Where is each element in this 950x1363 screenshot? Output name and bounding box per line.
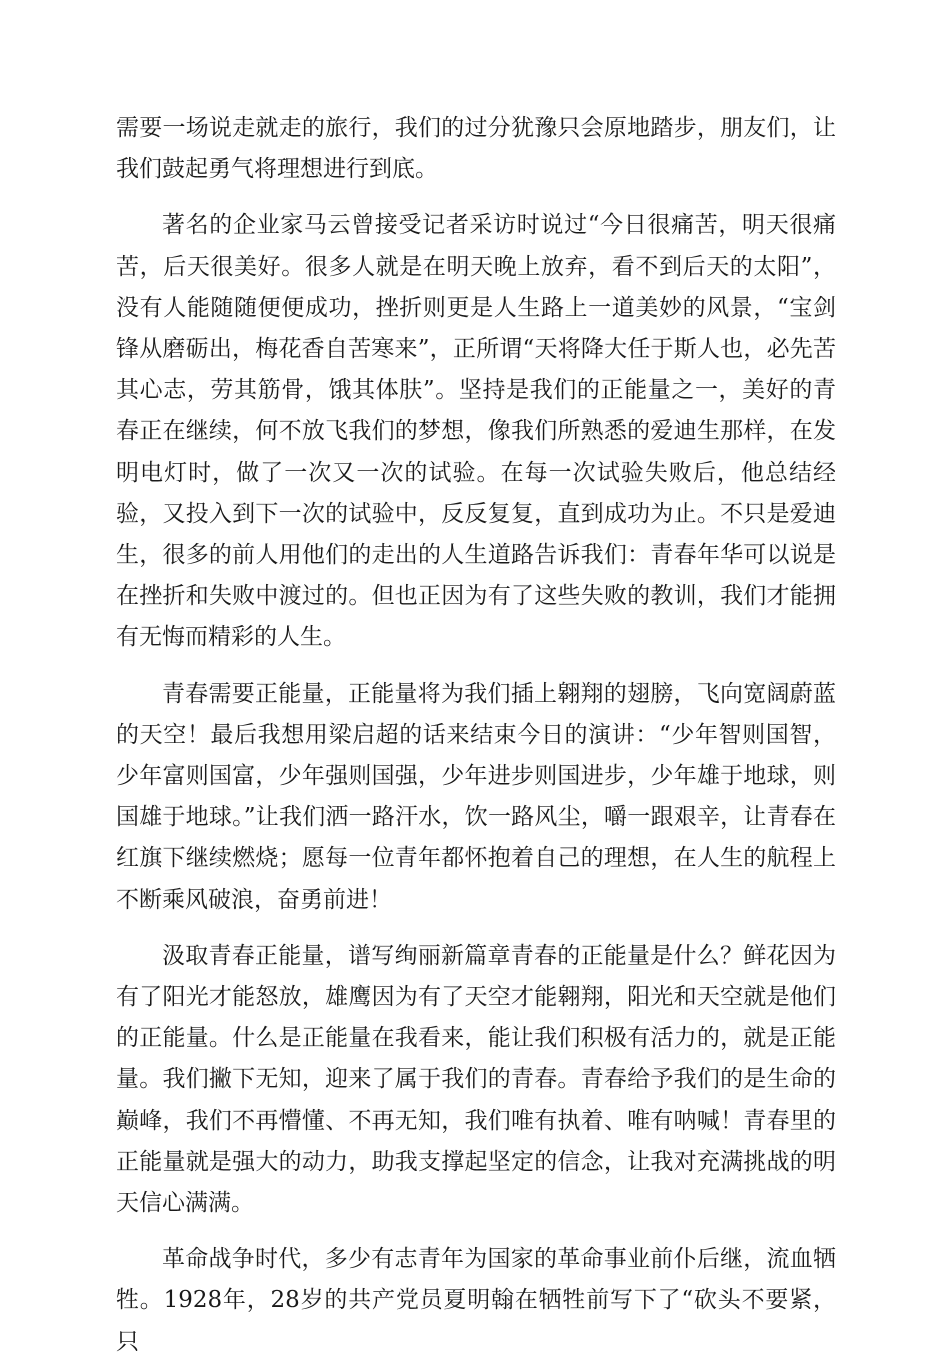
paragraph-4: 汲取青春正能量，谱写绚丽新篇章青春的正能量是什么？鲜花因为有了阳光才能怒放，雄鹰因为有了天空才能翱翔，阳光和天空就是他们的正能量。什么是正能量在我看来，能让我们积极有活力的，就是正能量。我们撇下无知，迎来了属于我们的青春。青春给予我们的是生命的巅峰，我们不再懵懂、不再无知，我们唯有执着、唯有呐喊！青春里的正能量就是强大的动力，助我支撑起坚定的信念，让我对充满挑战的明天信心满满。 [116,942,836,1217]
paragraph-2: 著名的企业家马云曾接受记者采访时说过“今日很痛苦，明天很痛苦，后天很美好。很多人就是在明天晚上放弃，看不到后天的太阳”，没有人能随随便便成功，挫折则更是人生路上一道美妙的风景，“宝剑锋从磨砺出，梅花香自苦寒来”，正所谓“天将降大任于斯人也，必先苦其心志，劳其筋骨，饿其体肤”。坚持是我们的正能量之一，美好的青春正在继续，何不放飞我们的梦想，像我们所熟悉的爱迪生那样，在发明电灯时，做了一次又一次的试验。在每一次试验失败后，他总结经验，又投入到下一次的试验中，反反复复，直到成功为止。不只是爱迪生，很多的前人用他们的走出的人生道路告诉我们：青春年华可以说是在挫折和失败中渡过的。但也正因为有了这些失败的教训，我们才能拥有无悔而精彩的人生。 [116,212,836,651]
paragraph-1: 需要一场说走就走的旅行，我们的过分犹豫只会原地踏步，朋友们，让我们鼓起勇气将理想进行到底。 [116,115,836,183]
document-body [116,108,836,1363]
paragraph-5: 革命战争时代，多少有志青年为国家的革命事业前仆后继，流血牺牲。1928年，28岁的共产党员夏明翰在牺牲前写下了“砍头不要紧，只 [116,1246,836,1355]
paragraph-3: 青春需要正能量，正能量将为我们插上翱翔的翅膀，飞向宽阔蔚蓝的天空！最后我想用梁启超的话来结束今日的演讲：“少年智则国智，少年富则国富，少年强则国强，少年进步则国进步，少年雄于地球，则国雄于地球。”让我们洒一路汗水，饮一路风尘，嚼一跟艰辛，让青春在红旗下继续燃烧；愿每一位青年都怀抱着自己的理想，在人生的航程上不断乘风破浪，奋勇前进！ [116,680,836,913]
